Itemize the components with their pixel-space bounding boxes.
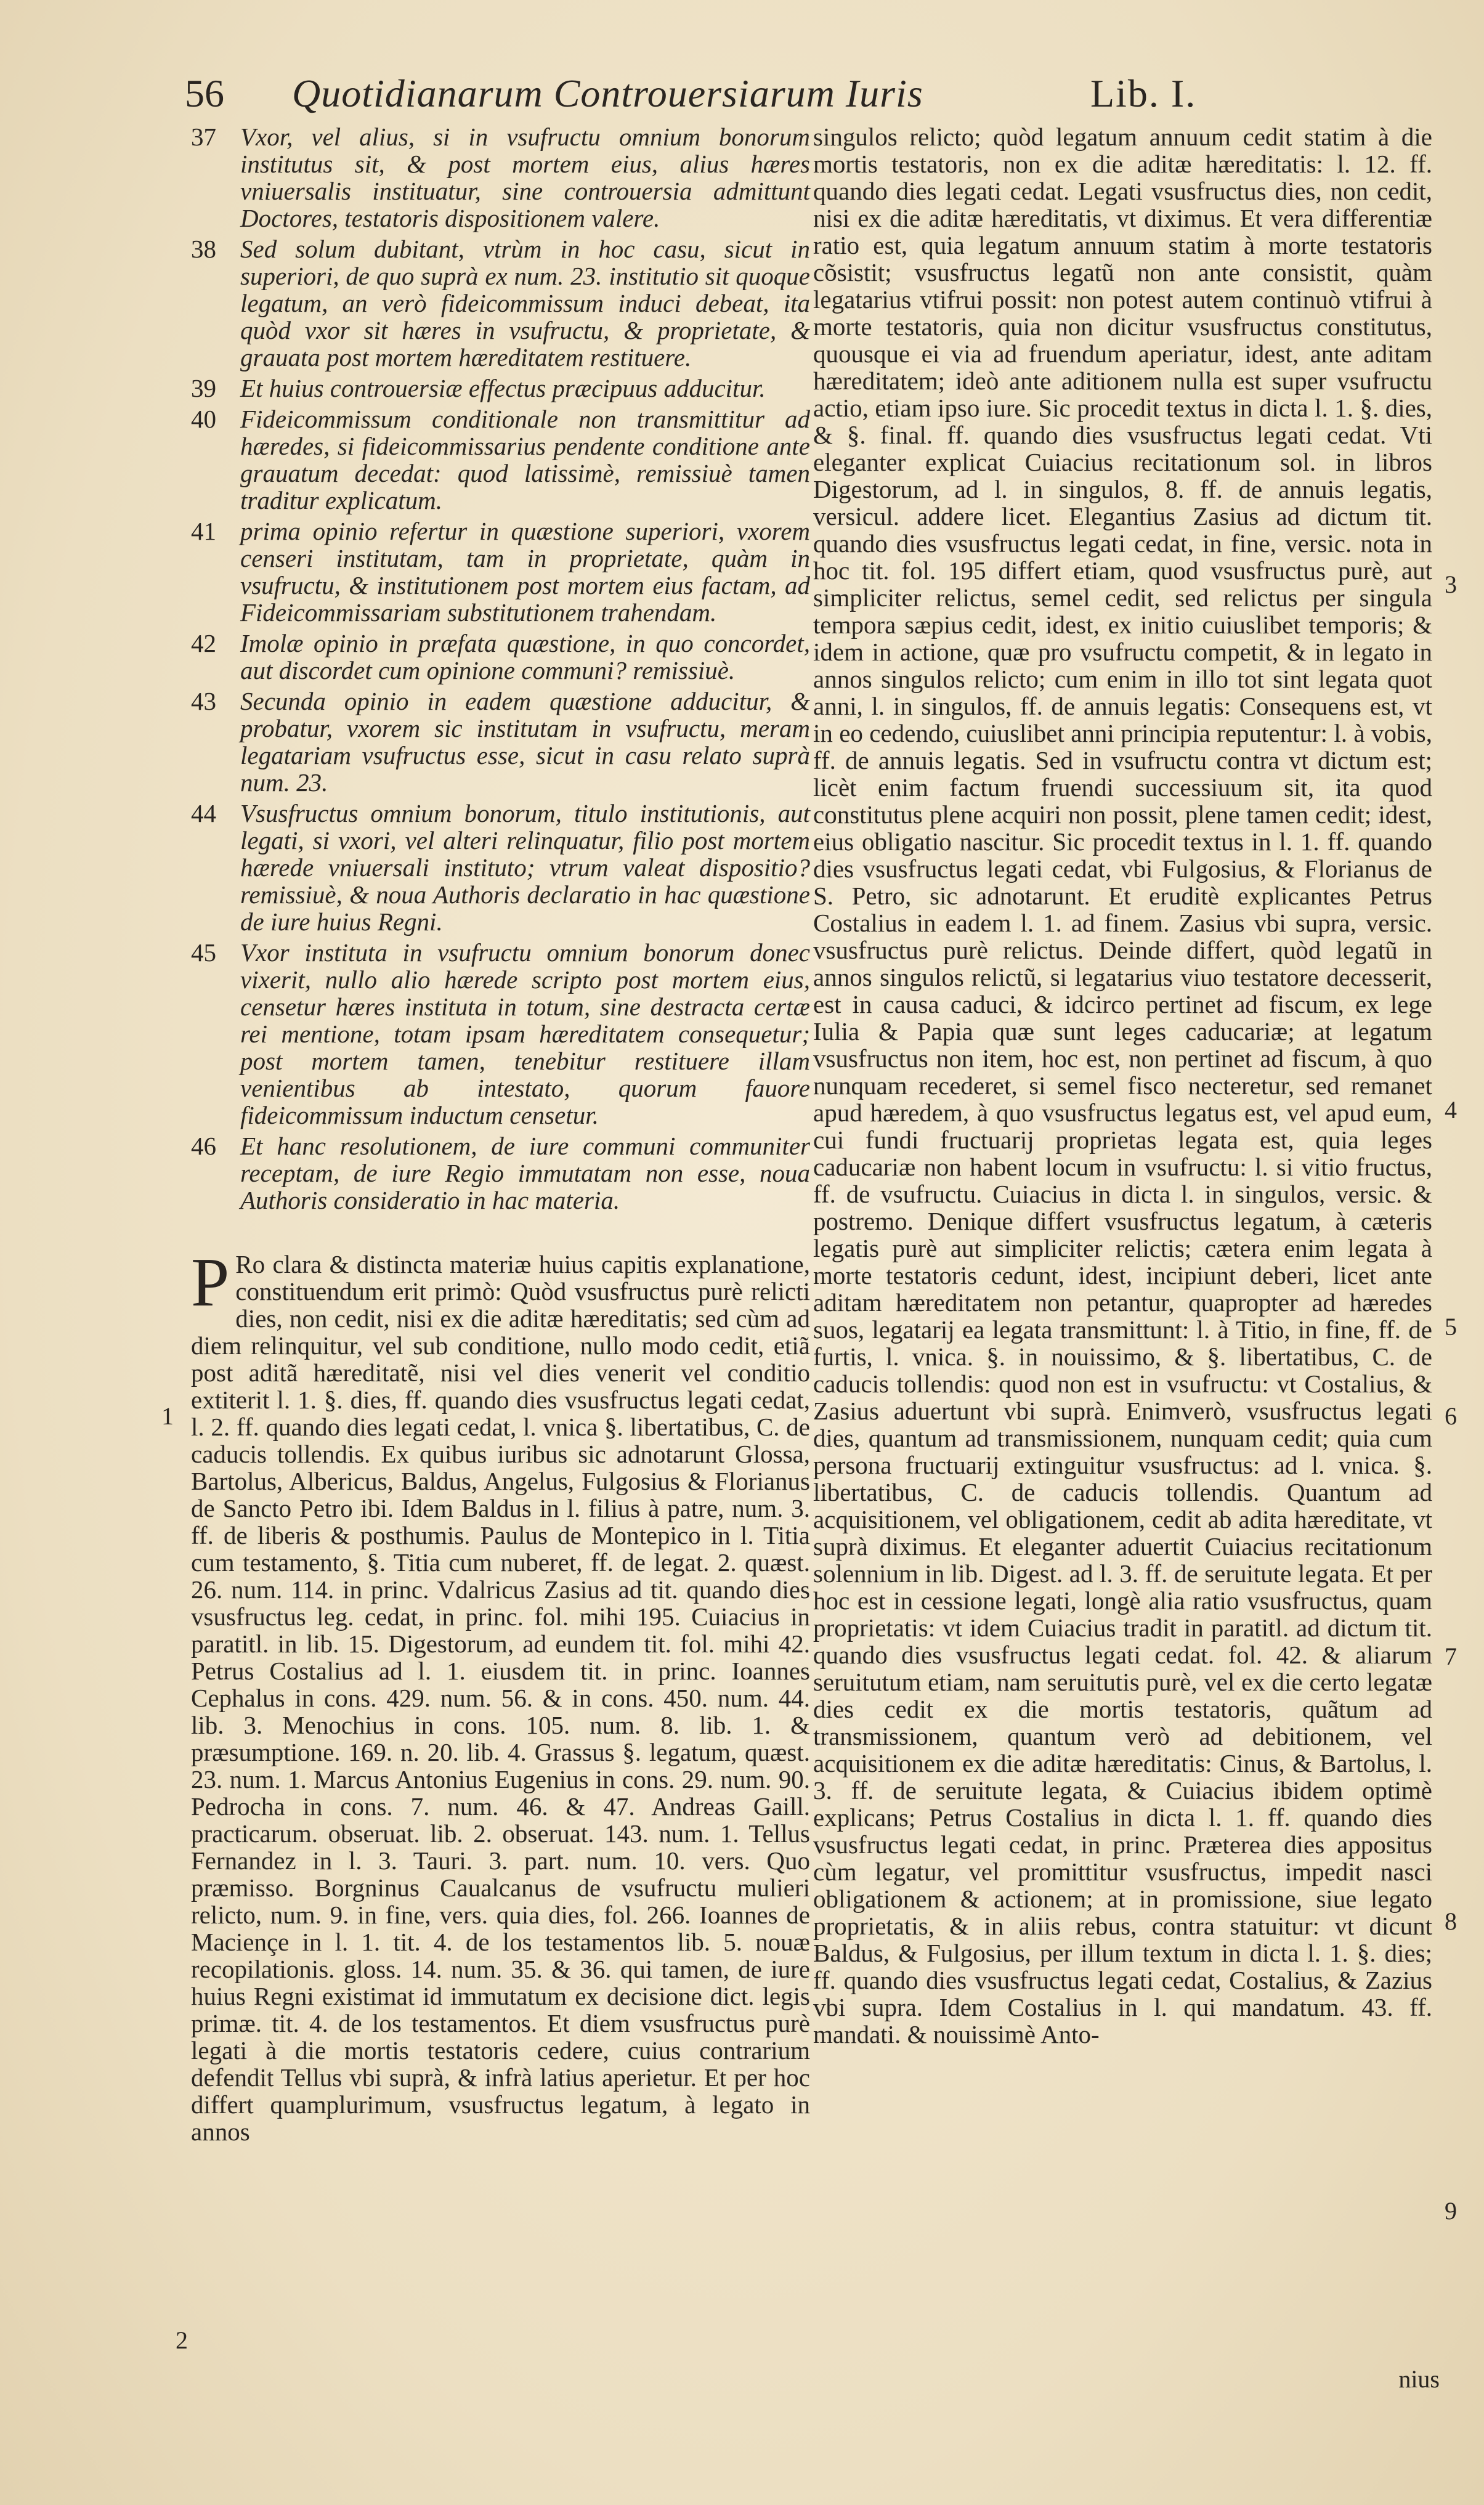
summary-text: Sed solum dubitant, vtrùm in hoc casu, sicut in superiori, de quo suprà ex num. 23. institutio sit quoque legatum, an verò fideicommissum induci debeat, ita quòd vxor sit hæres in vsufructu, & proprietate, & grauata post mortem hæreditatem restituere. <box>240 235 810 371</box>
summary-text: Imolæ opinio in præfata quæstione, in quo concordet, aut discordet cum opinione communi? remissiuè. <box>240 629 810 684</box>
margin-number: 7 <box>1445 1642 1457 1670</box>
summary-text: Et hanc resolutionem, de iure communi communiter receptam, de iure Regio immutatam non esse, noua Authoris consideratio in hac materia. <box>240 1132 810 1214</box>
margin-number: 1 <box>161 1402 174 1430</box>
page-number: 56 <box>185 71 224 115</box>
summary-text: Vxor, vel alius, si in vsufructu omnium bonorum institutus sit, & post mortem eius, alius hæres vniuersalis instituatur, sine controuersia admittunt Doctores, testatoris dispositionem valere. <box>240 123 810 232</box>
summary-item <box>191 939 810 1129</box>
summary-number: 43 <box>191 687 216 715</box>
summary-number: 39 <box>191 374 216 402</box>
running-title: Quotidianarum Controuersiarum Iuris <box>292 71 923 115</box>
book-label: Lib. I. <box>1090 71 1197 115</box>
summary-item <box>191 688 810 796</box>
summary-item <box>191 1132 810 1214</box>
summary-number: 40 <box>191 405 216 433</box>
summary-text: Vxor instituta in vsufructu omnium bonorum donec vixerit, nullo alio hærede scripto post mortem eius, censetur hæres instituta in totum, sine destracta certæ rei mentione, totam ipsam hæreditatem consequetur; post mortem tamen, tenebitur restituere illam venientibus ab intestato, quorum fauore fideicommissum inductum censetur. <box>240 938 810 1129</box>
margin-number: 4 <box>1445 1096 1457 1124</box>
margin-number: 5 <box>1445 1313 1457 1341</box>
summary-item <box>191 123 810 232</box>
summary-text: Fideicommissum conditionale non transmittitur ad hæredes, si fideicommissarius pendente conditione ante grauatum decedat: quod latissimè, remissiuè tamen traditur explicatum. <box>240 405 810 514</box>
summary-number: 38 <box>191 235 216 263</box>
margin-number: 8 <box>1445 1907 1457 1935</box>
summary-item <box>191 630 810 684</box>
summary-number: 37 <box>191 123 216 151</box>
summary-item <box>191 405 810 514</box>
margin-number: 2 <box>176 2326 188 2354</box>
summary-list <box>191 123 810 1214</box>
summary-text: prima opinio refertur in quæstione superiori, vxorem censeri institutam, tam in proprietate, quàm in vsufructu, & institutionem post mortem eius factam, ad Fideicommissariam substitutionem trahendam. <box>240 517 810 627</box>
left-body-text: Ro clara & distincta materiæ huius capitis explanatione, constituendum erit primò: Quòd vsusfructus purè relicti dies, non cedit, nisi ex die aditæ hæreditatis; sed cùm ad diem relinquitur, vel sub conditione, nullo modo cedit, etiã post aditã hæreditatẽ, nisi vel dies venerit vel conditio extiterit l. 1. §. dies, ff. quando dies vsusfructus legati cedat, l. 2. ff. quando dies legati cedat, l. vnica §. libertatibus, C. de caducis tollendis. Ex quibus iuribus sic adnotarunt Glossa, Bartolus, Albericus, Baldus, Angelus, Fulgosius & Florianus de Sancto Petro ibi. Idem Baldus in l. filius à patre, num. 3. ff. de liberis & posthumis. Paulus de Montepico in l. Titia cum testamento, §. Titia cum nuberet, ff. de legat. 2. quæst. 26. num. 114. in princ. Vdalricus Zasius ad tit. quando dies vsusfructus leg. cedat, in princ. fol. mihi 195. Cuiacius in paratitl. in lib. 15. Digestorum, ad eundem tit. fol. mihi 42. Petrus Costalius ad l. 1. eiusdem tit. in princ. Ioannes Cephalus in cons. 429. num. 56. & in cons. 450. num. 44. lib. 3. Menochius in cons. 105. num. 8. lib. 1. & præsumptione. 169. n. 20. lib. 4. Grassus §. legatum, quæst. 23. num. 1. Marcus Antonius Eugenius in cons. 29. num. 90. Pedrocha in cons. 7. num. 46. & 47. Andreas Gaill. practicarum. obseruat. lib. 2. obseruat. 143. num. 1. Tellus Fernandez in l. 3. Tauri. 3. part. num. 10. vers. Quo præmisso. Borgninus Caualcanus de vsufructu mulieri relicto, num. 9. in fine, vers. quia dies, fol. 266. Ioannes de Maciençe in l. 1. tit. 4. de los testamentos lib. 5. nouæ recopilationis. gloss. 14. num. 35. & 36. qui tamen, de iure huius Regni existimat id immutatum ex decisione dict. legis primæ. tit. 4. de los testamentos. Et diem vsusfructus purè legati à die mortis testatoris cedere, cuius contrarium defendit Tellus vbi suprà, & infrà latius aperietur. Et per hoc differt quamplurimum, vsusfructus legatum, à legato in annos <box>191 1250 810 2146</box>
summary-number: 44 <box>191 799 216 827</box>
summary-number: 41 <box>191 517 216 545</box>
right-column <box>813 123 1432 2048</box>
summary-text: Et huius controuersiæ effectus præcipuus adducitur. <box>240 374 766 402</box>
summary-number: 45 <box>191 938 216 967</box>
left-body-paragraph <box>191 1244 810 2146</box>
summary-text: Vsusfructus omnium bonorum, titulo institutionis, aut legati, si vxori, vel alteri relinquatur, filio post mortem hærede vniuersali instituto; vtrum valeat dispositio? remissiuè, & noua Authoris declaratio in hac quæstione de iure huius Regni. <box>240 799 810 936</box>
left-column <box>191 123 810 2145</box>
running-header <box>185 71 1232 120</box>
summary-text: Secunda opinio in eadem quæstione adducitur, & probatur, vxorem sic institutam in vsufructu, meram legatariam vsufructus esse, sicut in casu relato suprà num. 23. <box>240 687 810 797</box>
summary-number: 46 <box>191 1132 216 1160</box>
summary-item <box>191 235 810 371</box>
summary-number: 42 <box>191 629 216 657</box>
catchword: nius <box>1398 2365 1440 2393</box>
drop-cap: P <box>191 1244 230 1321</box>
summary-item <box>191 518 810 626</box>
summary-item <box>191 800 810 935</box>
summary-item <box>191 375 810 402</box>
margin-number: 9 <box>1445 2197 1457 2225</box>
right-body-text: singulos relicto; quòd legatum annuum cedit statim à die mortis testatoris, non ex die aditæ hæreditatis: l. 12. ff. quando dies legati cedat. Legati vsusfructus dies, non cedit, nisi ex die aditæ hæreditatis, vt diximus. Et vera differentiæ ratio est, quia legatum annuum statim à morte testatoris cõsistit; vsusfructus legatũ non ante consistit, quàm legatarius vtifrui possit: non potest autem continuò vtifrui à morte testatoris, quia non dicitur vsusfructus constitutus, quousque ei via ad fruendum aperiatur, idest, ante aditam hæreditatem; ideò ante aditionem nulla est super vsufructu actio, etiam ipso iure. Sic procedit textus in dicta l. 1. §. dies, & §. final. ff. quando dies vsusfructus legati cedat. Vti eleganter explicat Cuiacius recitationum sol. in libros Digestorum, ad l. in singulos, 8. ff. de annuis legatis, versicul. addere licet. Elegantius Zasius ad dictum tit. quando dies vsusfructus legati cedat, in fine, versic. nota in hoc tit. fol. 195 differt etiam, quod vsusfructus purè, aut simpliciter relictus, semel cedit, sed relictus per singula tempora sæpius cedit, idest, ex initio cuiuslibet temporis; & idem in actione, quæ pro vsufructu competit, & in legato in annos singulos relicto; cum enim in illo tot sint legata quot anni, l. in singulos, ff. de annuis legatis: Consequens est, vt in eo cedendo, cuiuslibet anni principia reputentur: l. à vobis, ff. de annuis legatis. Sed in vsufructu contra vt dictum est; licèt enim factum fruendi successiuum sit, ita quod constitutus plene acquiri non possit, plene tamen cedit; idest, eius obligatio nascitur. Sic procedit textus in l. 1. ff. quando dies vsusfructus legati cedat, vbi Fulgosius, & Florianus de S. Petro, sic adnotarunt. Et eruditè explicantes Petrus Costalius in eadem l. 1. ad finem. Zasius vbi supra, versic. vsusfructus purè relictus. Deinde differt, quòd legatũ in annos singulos relictũ, si legatarius viuo testatore decesserit, est in causa caduci, & idcirco pertinet ad fiscum, ex lege Iulia & Papia quæ sunt leges caducariæ; at legatum vsusfructus non item, hoc est, non pertinet ad fiscum, à quo nunquam recederet, si semel fisco necteretur, sed remanet apud hæredem, à quo vsusfructus legatus est, vel apud eum, cui fundi fructuarij proprietas legata est, quia leges caducariæ non habent locum in vsufructu: l. si vitio fructus, ff. de vsufructu. Cuiacius in dicta l. in singulos, versic. & postremo. Denique differt vsusfructus legatum, à cæteris legatis purè aut simpliciter relictis; cætera enim legata à morte testatoris cedunt, idest, incipiunt deberi, licet ante aditam hæreditatem non petantur, quapropter ad hæredes suos, legatarij ea legata transmittunt: l. à Titio, in fine, ff. de furtis, l. vnica. §. in nouissimo, & §. libertatibus, C. de caducis tollendis: quod non est in vsufructu: vt Costalius, & Zasius aduertunt vbi suprà. Enimverò, vsusfructus legati dies, quantum ad transmissionem, nunquam cedit; quia cum persona fructuarij extinguitur vsusfructus: ad l. vnica. §. libertatibus, C. de caducis tollendis. Quantum ad acquisitionem, vel obligationem, cedit ab adita hæreditate, vt suprà diximus. Et eleganter aduertit Cuiacius recitationum solennium in lib. Digest. ad l. 3. ff. de seruitute legata. Et per hoc est in cessione legati, longè alia ratio vsusfructus, quam proprietatis: vt idem Cuiacius tradit in paratitl. ad dictum tit. quando dies vsusfructus legati cedat. fol. 42. & aliarum seruitutum etiam, nam seruitutis purè, vel ex die certo legatæ dies cedit ex die mortis testatoris, quãtum ad transmissionem, quantum verò ad debitionem, vel acquisitionem ex die aditæ hæreditatis: Cinus, & Bartolus, l. 3. ff. de seruitute legata, & Cuiacius ibidem optimè explicans; Petrus Costalius in dicta l. 1. ff. quando dies vsusfructus legati cedat, in princ. Præterea dies appositus cùm legatur, vel promittitur vsusfructus, impedit nasci obligationem & actionem; at in promissione, siue legato proprietatis, & in aliis rebus, contra statuitur: vt dicunt Baldus, & Fulgosius, per illum textum in dicta l. 1. §. dies; ff. quando dies vsusfructus legati cedat, Costalius, & Zazius vbi supra. Idem Costalius in l. qui mandatum. 43. ff. mandati. & nouissimè Anto- <box>813 123 1432 2048</box>
margin-number: 3 <box>1445 570 1457 598</box>
margin-number: 6 <box>1445 1402 1457 1430</box>
